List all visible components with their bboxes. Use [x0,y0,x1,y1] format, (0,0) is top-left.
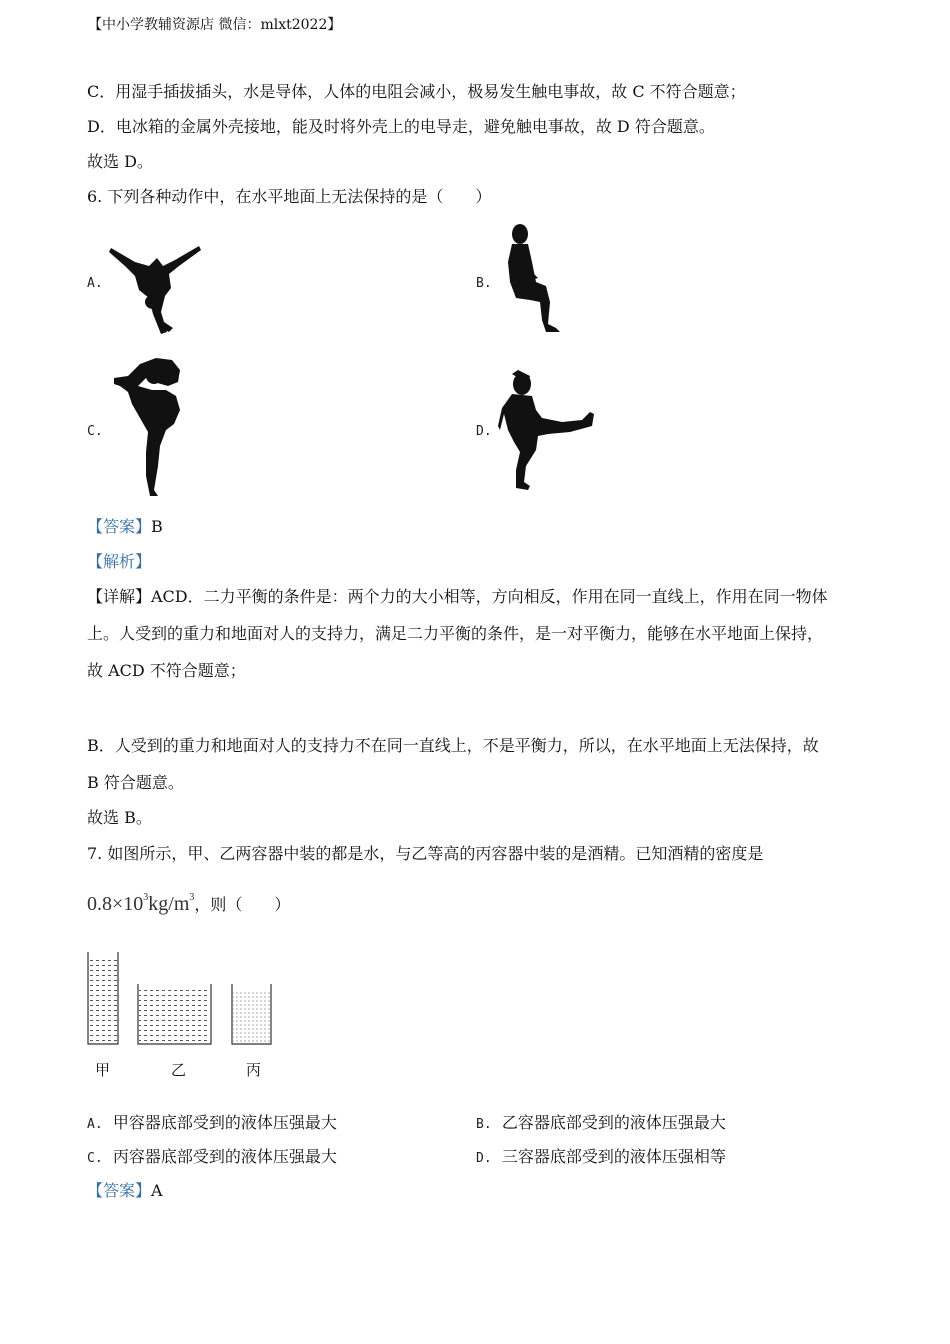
breakdance-silhouette-icon [105,240,205,338]
q6-option-b-label: B. [476,276,492,291]
q7-formula-line [87,892,290,916]
container-yi [138,984,211,1044]
q7-option-a: A. 甲容器底部受到的液体压强最大 [87,1113,337,1132]
q6-detail-line-4: B．人受到的重力和地面对人的支持力不在同一直线上，不是平衡力，所以，在水平地面上无法保持，故 [87,736,819,755]
container-jia-label: 甲 [95,1061,111,1079]
q6-detail-line-5: B 符合题意。 [87,773,184,792]
q7-answer [87,1181,163,1201]
q7-option-b: B. 乙容器底部受到的液体压强最大 [476,1113,726,1132]
q7-stem-tail: ，则（ ） [194,895,291,914]
q6-option-c-label: C. [87,424,103,439]
q6-detail-line-3: 故 ACD 不符合题意； [87,661,246,680]
q7-option-d: D. 三容器底部受到的液体压强相等 [476,1147,726,1166]
q6-option-a-label: A. [87,276,103,291]
q5-option-c-explanation: C．用湿手插拔插头，水是导体，人体的电阻会减小，极易发生触电事故，故 C 不符合题意； [87,82,746,101]
q6-stem: 6. 下列各种动作中，在水平地面上无法保持的是（ ） [87,187,492,206]
q7-answer-value: A [151,1181,163,1200]
q5-conclusion: 故选 D。 [87,152,153,171]
q6-analysis-tag: 【解析】 [87,552,152,571]
q6-conclusion: 故选 B。 [87,808,152,827]
q6-answer-value: B [151,517,163,536]
q6-answer [87,517,163,537]
density-formula: $0.8\times 10^3kg/m^3$ [87,892,195,915]
q7-stem: 7. 如图所示，甲、乙两容器中装的都是水，与乙等高的丙容器中装的是酒精。已知酒精的密度是 [87,844,764,863]
yoga-stand-silhouette-icon [110,356,186,498]
q7-answer-tag: 【答案】 [87,1181,152,1200]
q7-option-c: C. 丙容器底部受到的液体压强最大 [87,1147,337,1166]
containers-diagram [84,948,280,1050]
q6-option-d-label: D. [476,424,492,439]
q6-detail-line-2: 上。人受到的重力和地面对人的支持力，满足二力平衡的条件，是一对平衡力，能够在水平地面上保持， [87,624,824,643]
q6-answer-tag: 【答案】 [87,517,152,536]
sitting-silhouette-icon [500,222,566,336]
container-bing [232,984,271,1044]
high-kick-silhouette-icon [498,370,598,494]
container-yi-label: 乙 [171,1061,187,1079]
q5-option-d-explanation: D．电冰箱的金属外壳接地，能及时将外壳上的电导走，避免触电事故，故 D 符合题意。 [87,117,715,136]
container-jia [88,952,118,1044]
header-watermark: 【中小学教辅资源店 微信：mlxt2022】 [88,17,342,33]
container-bing-label: 丙 [246,1061,262,1079]
q6-detail-line-1: 【详解】ACD．二力平衡的条件是：两个力的大小相等，方向相反，作用在同一直线上，作用在同一物体 [87,587,828,606]
